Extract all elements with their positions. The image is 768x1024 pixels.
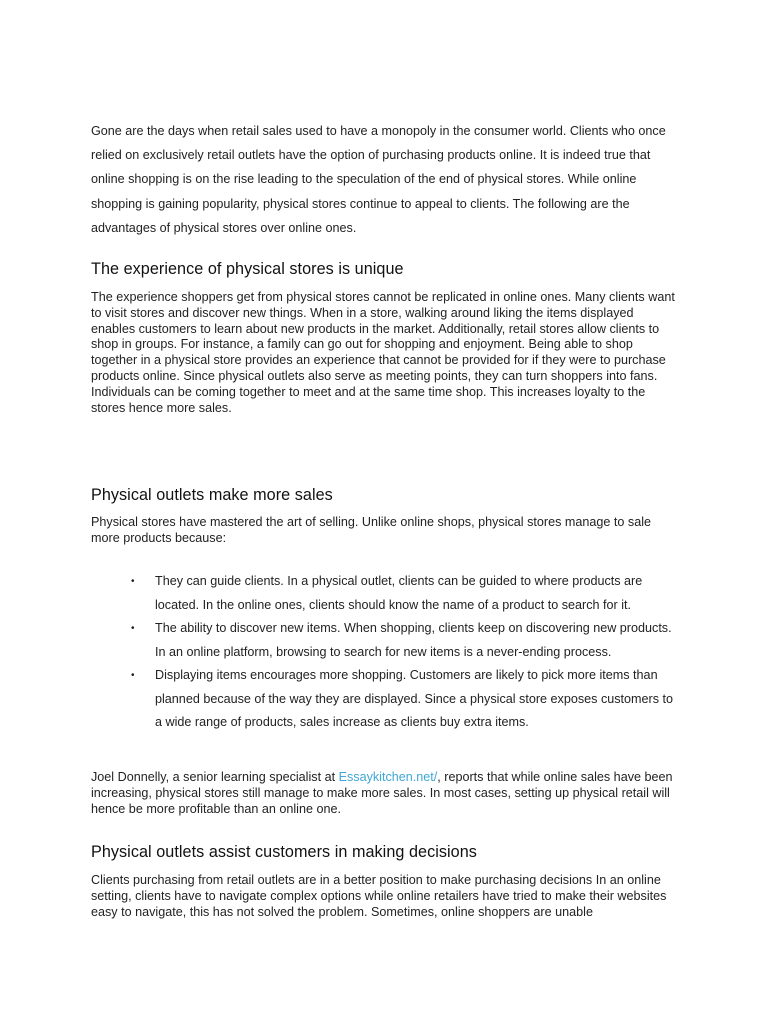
essaykitchen-link[interactable]: Essaykitchen.net/ — [338, 770, 438, 784]
list-item-text: Displaying items encourages more shopping. Customers are likely to pick more items than planned because of the way they are displayed. Since a physical store exposes customers to a wide range of products, sales increase as clients buy extra items. — [155, 668, 674, 729]
sales-intro-paragraph: Physical stores have mastered the art of selling. Unlike online shops, physical stores manage to sale more products because: — [91, 515, 652, 545]
bullet-icon: • — [131, 670, 135, 681]
section-heading-experience: The experience of physical stores is unique — [91, 260, 404, 278]
advantages-list — [91, 570, 681, 735]
bullet-icon: • — [131, 576, 135, 587]
quote-text-before: Joel Donnelly, a senior learning specialist at — [91, 770, 339, 784]
list-item-text: The ability to discover new items. When shopping, clients keep on discovering new products. In an online platform, browsing to search for new items is a never-ending process. — [155, 621, 672, 659]
quote-paragraph — [91, 770, 681, 817]
list-item — [91, 664, 675, 735]
section-heading-decisions: Physical outlets assist customers in making decisions — [91, 843, 477, 861]
quote-text-after: , reports that while online sales have been increasing, physical stores still manage to make more sales. In most cases, setting up physical retail will hence be more profitable than an online one. — [91, 770, 673, 816]
list-item — [91, 570, 675, 617]
decisions-paragraph: Clients purchasing from retail outlets are in a better position to make purchasing decisions In an online setting, clients have to navigate complex options while online retailers have tried to make their websites easy to navigate, this has not solved the problem. Sometimes, online shoppers are unable — [91, 873, 667, 919]
list-item-text: They can guide clients. In a physical outlet, clients can be guided to where products are located. In the online ones, clients should know the name of a product to search for it. — [155, 574, 643, 612]
intro-paragraph: Gone are the days when retail sales used to have a monopoly in the consumer world. Clients who once relied on exclusively retail outlets have the option of purchasing products online. It is indeed true that online shopping is on the rise leading to the speculation of the end of physical stores. While online shopping is gaining popularity, physical stores continue to appeal to clients. The following are the advantages of physical stores over online ones. — [91, 124, 666, 235]
section-heading-sales: Physical outlets make more sales — [91, 486, 333, 504]
list-item — [91, 617, 675, 664]
bullet-icon: • — [131, 623, 135, 634]
experience-paragraph: The experience shoppers get from physical stores cannot be replicated in online ones. Many clients want to visit stores and discover new things. When in a store, walking around liking the items displayed enables customers to learn about new products in the market. Additionally, retail stores allow clients to shop in groups. For instance, a family can go out for shopping and enjoyment. Being able to shop together in a physical store provides an experience that cannot be provided for if they were to purchase products online. Since physical outlets also serve as meeting points, they can turn shoppers into fans. Individuals can be coming together to meet and at the same time shop. This increases loyalty to the stores hence more sales. — [91, 290, 675, 415]
